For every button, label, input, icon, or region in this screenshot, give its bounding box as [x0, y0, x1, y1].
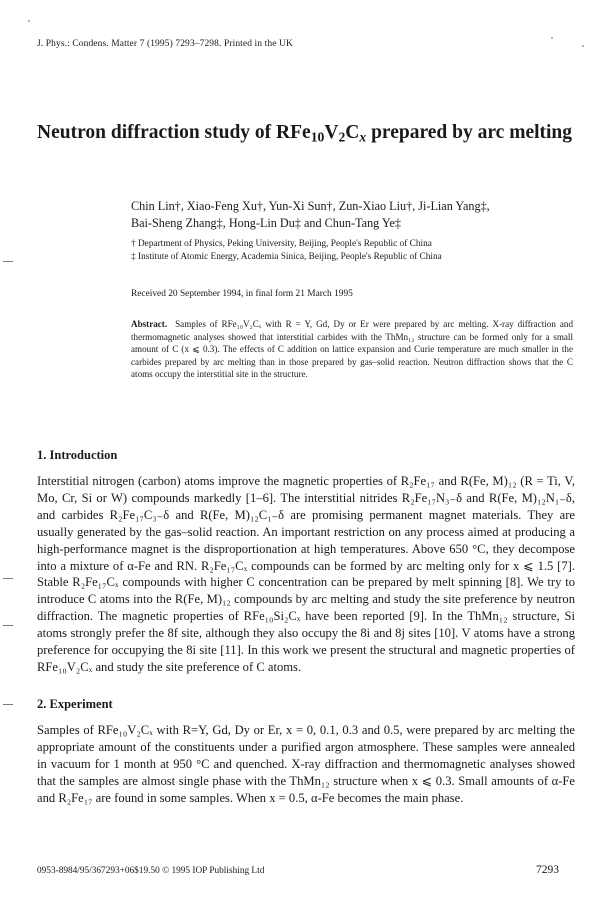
- author-line-2: Bai-Sheng Zhang‡, Hong-Lin Du‡ and Chun-Tang Ye‡: [131, 216, 401, 230]
- author-line-1: Chin Lin†, Xiao-Feng Xu†, Yun-Xi Sun†, Zun-Xiao Liu†, Ji-Lian Yang‡,: [131, 199, 490, 213]
- received-date: Received 20 September 1994, in final form 21 March 1995: [131, 289, 353, 299]
- scan-speck: [28, 20, 30, 22]
- abstract: [131, 318, 573, 381]
- paper-title: Neutron diffraction study of $RFe_{10}V_2C_x$ prepared by arc melting: [37, 122, 573, 145]
- abstract-label: Abstract.: [131, 319, 168, 329]
- introduction-text: Interstitial nitrogen (carbon) atoms improve the magnetic properties of R₂Fe₁₇ and R(Fe, M)₁₂ (R = Ti, V, Mo, Cr, Si or W) compounds markedly [1–6]. The interstitial nitrides R₂Fe₁₇N₃₋δ and R(Fe, M)₁₂N₁₋δ, and carbides R₂Fe₁₇C₃₋δ and R(Fe, M)₁₂C₁₋δ are promising permanent magnet materials. They are usually generated by the gas–solid reaction. An important restriction on any process aimed at producing a high-performance magnet is the disproportionation at high temperatures. Above 650 °C, they decompose into a mixture of α-Fe and RN. R₂Fe₁₇Cₓ compounds can be formed by arc melting only for x ⩽ 1.5 [7]. Stable R₂Fe₁₇Cₓ compounds with higher C concentration can be prepared by melt spinning [8]. We try to introduce C atoms into the R(Fe, M)₁₂ compounds by arc melting and study the site preference by neutron diffraction. The magnetic properties of RFe₁₀Si₂Cₓ have been reported [9]. In the ThMn₁₂ structure, Si atoms strongly prefer the 8f site, although they also occupy the 8i and 8j sites [10]. V atoms have a strong preference for occupying the 8i site [11]. In this work we present the structural and magnetic properties of RFe₁₀V₂Cₓ and study the site preference of C atoms.: [37, 474, 575, 674]
- margin-mark: [3, 578, 13, 579]
- affiliation-1: † Department of Physics, Peking University, Beijing, People's Republic of China: [131, 239, 432, 249]
- author-list: [131, 198, 571, 232]
- journal-header: J. Phys.: Condens. Matter 7 (1995) 7293–7298. Printed in the UK: [37, 39, 293, 49]
- experiment-text: Samples of RFe₁₀V₂Cₓ with R=Y, Gd, Dy or Er, x = 0, 0.1, 0.3 and 0.5, were prepared by arc melting the appropriate amount of the constituents under a purified argon atmosphere. These samples were annealed in vacuum for 1 month at 950 °C and quenched. X-ray diffraction and thermomagnetic analyses showed that the samples are almost single phase with the ThMn₁₂ structure when x ⩽ 0.3. Small amounts of α-Fe and R₂Fe₁₇ are found in some samples. When x = 0.5, α-Fe becomes the main phase.: [37, 723, 575, 805]
- scan-speck: [582, 45, 584, 47]
- margin-mark: [3, 625, 13, 626]
- page-number: 7293: [536, 864, 559, 876]
- section-heading-introduction: 1. Introduction: [37, 448, 118, 462]
- abstract-text: Samples of RFe₁₀V₂Cₓ with R = Y, Gd, Dy or Er were prepared by arc melting. X-ray diffraction and thermomagnetic analyses showed that interstitial carbides with the ThMn₁₂ structure can be formed only for a small amount of C (x ⩽ 0.3). The effects of C addition on lattice expansion and Curie temperature are much smaller in the carbides prepared by arc melting than in those prepared by gas–solid reaction. Neutron diffraction shows that the C atoms occupy the interstitial site in the structure.: [131, 319, 573, 380]
- section-heading-experiment: 2. Experiment: [37, 697, 113, 711]
- footer-copyright: 0953-8984/95/367293+06$19.50 © 1995 IOP Publishing Ltd: [37, 866, 265, 876]
- affiliation-2: ‡ Institute of Atomic Energy, Academia Sinica, Beijing, People's Republic of China: [131, 252, 442, 262]
- margin-mark: [3, 261, 13, 262]
- margin-mark: [3, 704, 13, 705]
- scan-speck: [551, 37, 553, 39]
